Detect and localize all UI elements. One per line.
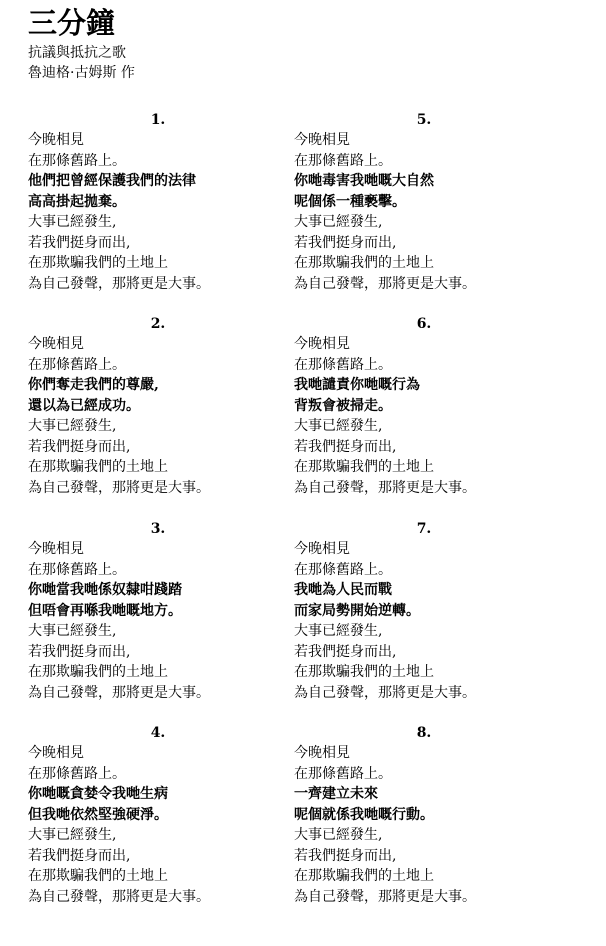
stanza-refrain-line: 若我們挺身而出, <box>28 234 131 251</box>
stanza-refrain-line: 在那條舊路上。 <box>294 152 392 169</box>
stanza-refrain-line: 為自己發聲，那將更是大事。 <box>28 275 210 292</box>
stanza-refrain-line: 今晚相見 <box>294 541 350 557</box>
stanza-verse-line: 一齊建立未來 <box>294 786 378 802</box>
stanza-verse-line: 而家局勢開始逆轉。 <box>294 602 420 619</box>
stanza-verse-line: 他們把曾經保護我們的法律 <box>28 173 196 189</box>
stanza-number: 5. <box>416 112 432 128</box>
stanza-number: 4. <box>150 725 166 741</box>
page-title: 三分鐘 <box>28 6 116 40</box>
stanza-verse-line: 還以為已經成功。 <box>28 397 140 414</box>
stanza-refrain-line: 今晚相見 <box>28 132 84 148</box>
stanza-refrain-line: 在那欺騙我們的土地上 <box>294 459 434 475</box>
stanza-verse-line: 但唔會再喺我哋嘅地方。 <box>28 602 182 619</box>
stanza-6 <box>294 314 554 498</box>
stanza-refrain-line: 在那欺騙我們的土地上 <box>28 868 168 884</box>
stanza-refrain-line: 在那條舊路上。 <box>28 561 126 578</box>
stanza-refrain-line: 為自己發聲，那將更是大事。 <box>28 684 210 701</box>
stanza-refrain-line: 今晚相見 <box>294 745 350 761</box>
subtitle: 抗議與抵抗之歌 <box>28 45 126 61</box>
stanza-verse-line: 但我哋依然堅強硬淨。 <box>28 806 168 823</box>
stanza-refrain-line: 今晚相見 <box>28 541 84 557</box>
stanza-2 <box>28 314 288 498</box>
stanza-number: 6. <box>416 316 432 332</box>
author-line: 魯迪格·古姆斯 作 <box>28 65 135 81</box>
stanza-refrain-line: 為自己發聲，那將更是大事。 <box>28 479 210 496</box>
stanza-verse-line: 你哋嘅貪婪令我哋生病 <box>28 786 168 802</box>
stanza-refrain-line: 為自己發聲，那將更是大事。 <box>294 684 476 701</box>
stanza-number: 2. <box>150 316 166 332</box>
stanza-refrain-line: 若我們挺身而出, <box>294 234 397 251</box>
stanza-refrain-line: 大事已經發生, <box>294 623 383 639</box>
stanza-verse-line: 我哋為人民而戰 <box>294 582 392 598</box>
stanza-refrain-line: 若我們挺身而出, <box>294 643 397 660</box>
stanza-refrain-line: 若我們挺身而出, <box>28 438 131 455</box>
stanza-refrain-line: 在那欺騙我們的土地上 <box>28 664 168 680</box>
stanza-refrain-line: 大事已經發生, <box>28 827 117 843</box>
stanza-refrain-line: 在那條舊路上。 <box>28 765 126 782</box>
stanza-refrain-line: 大事已經發生, <box>294 214 383 230</box>
stanza-verse-line: 呢個係一種褻擊。 <box>294 193 406 210</box>
stanza-verse-line: 你哋當我哋係奴隸咁踐踏 <box>28 582 182 598</box>
stanza-3 <box>28 519 288 703</box>
stanza-refrain-line: 大事已經發生, <box>28 214 117 230</box>
stanza-refrain-line: 在那條舊路上。 <box>294 356 392 373</box>
stanza-verse-line: 高高掛起拋棄。 <box>28 193 126 210</box>
stanza-refrain-line: 大事已經發生, <box>294 418 383 434</box>
stanza-refrain-line: 為自己發聲，那將更是大事。 <box>294 479 476 496</box>
stanza-number: 8. <box>416 725 432 741</box>
stanza-refrain-line: 在那欺騙我們的土地上 <box>28 459 168 475</box>
stanza-verse-line: 你們奪走我們的尊嚴, <box>28 377 159 393</box>
stanza-refrain-line: 在那條舊路上。 <box>294 765 392 782</box>
stanza-7 <box>294 519 554 703</box>
stanza-verse-line: 背叛會被掃走。 <box>294 397 392 414</box>
stanza-refrain-line: 大事已經發生, <box>28 623 117 639</box>
stanza-refrain-line: 若我們挺身而出, <box>294 847 397 864</box>
stanza-refrain-line: 為自己發聲，那將更是大事。 <box>294 888 476 905</box>
stanza-verse-line: 呢個就係我哋嘅行動。 <box>294 806 434 823</box>
stanza-refrain-line: 為自己發聲，那將更是大事。 <box>28 888 210 905</box>
stanza-refrain-line: 若我們挺身而出, <box>294 438 397 455</box>
stanza-number: 3. <box>150 521 166 537</box>
stanza-refrain-line: 在那條舊路上。 <box>28 152 126 169</box>
stanza-refrain-line: 若我們挺身而出, <box>28 643 131 660</box>
stanza-5 <box>294 110 554 294</box>
stanza-refrain-line: 在那欺騙我們的土地上 <box>294 255 434 271</box>
stanza-number: 1. <box>150 112 166 128</box>
stanza-verse-line: 你哋毒害我哋嘅大自然 <box>294 173 434 189</box>
stanza-refrain-line: 在那欺騙我們的土地上 <box>294 868 434 884</box>
stanza-refrain-line: 若我們挺身而出, <box>28 847 131 864</box>
stanza-refrain-line: 為自己發聲，那將更是大事。 <box>294 275 476 292</box>
stanza-refrain-line: 今晚相見 <box>294 336 350 352</box>
stanza-1 <box>28 110 288 294</box>
stanza-refrain-line: 在那條舊路上。 <box>28 356 126 373</box>
stanza-number: 7. <box>416 521 432 537</box>
stanza-verse-line: 我哋譴責你哋嘅行為 <box>294 377 420 393</box>
stanza-refrain-line: 大事已經發生, <box>28 418 117 434</box>
stanza-refrain-line: 在那欺騙我們的土地上 <box>28 255 168 271</box>
stanza-refrain-line: 在那欺騙我們的土地上 <box>294 664 434 680</box>
stanza-refrain-line: 在那條舊路上。 <box>294 561 392 578</box>
stanza-refrain-line: 今晚相見 <box>28 336 84 352</box>
stanza-4 <box>28 723 288 907</box>
stanza-refrain-line: 今晚相見 <box>294 132 350 148</box>
stanza-refrain-line: 大事已經發生, <box>294 827 383 843</box>
stanza-8 <box>294 723 554 907</box>
stanza-refrain-line: 今晚相見 <box>28 745 84 761</box>
